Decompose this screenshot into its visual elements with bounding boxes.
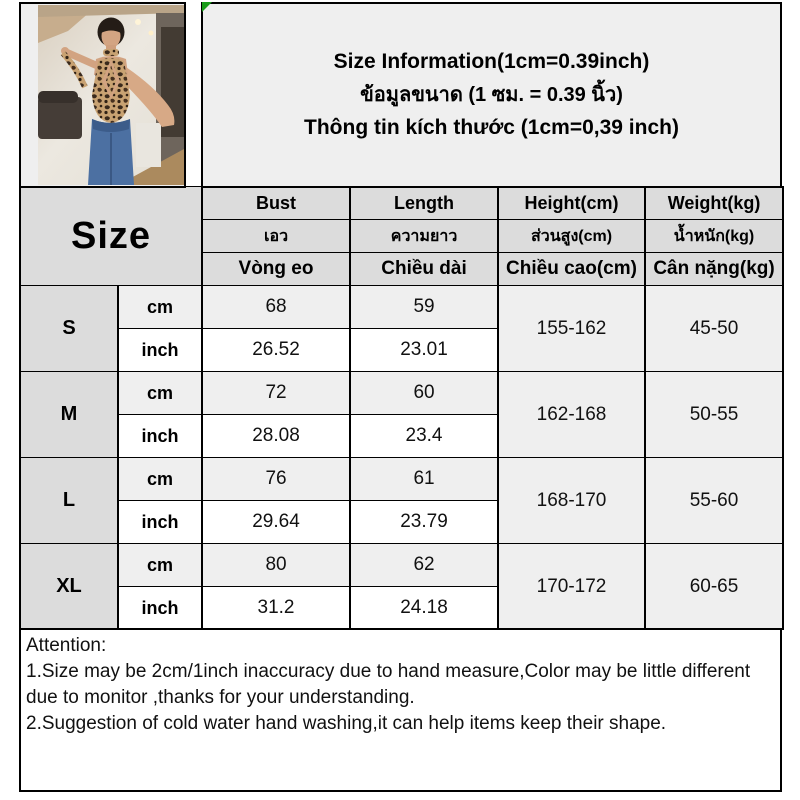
m-weight-range: 50-55 bbox=[645, 372, 783, 458]
title-english: Size Information(1cm=0.39inch) bbox=[333, 50, 650, 73]
title-vietnamese: Thông tin kích thước (1cm=0,39 inch) bbox=[304, 116, 679, 139]
product-photo-cell bbox=[19, 2, 186, 188]
attention-box bbox=[19, 628, 782, 792]
size-label-xl: XL bbox=[20, 544, 118, 630]
l-length-cm: 61 bbox=[350, 458, 498, 501]
size-label-s: S bbox=[20, 286, 118, 372]
header-bust-vi: Vòng eo bbox=[202, 253, 350, 286]
title-thai: ข้อมูลขนาด (1 ซม. = 0.39 นิ้ว) bbox=[360, 84, 623, 106]
header-weight-th: น้ำหนัก(kg) bbox=[645, 220, 783, 253]
attention-heading: Attention: bbox=[26, 635, 107, 656]
s-length-inch: 23.01 bbox=[350, 329, 498, 372]
header-weight-en: Weight(kg) bbox=[645, 187, 783, 220]
header-bust-th: เอว bbox=[202, 220, 350, 253]
size-table bbox=[19, 186, 784, 630]
l-height-range: 168-170 bbox=[498, 458, 645, 544]
green-corner-marker-icon bbox=[202, 2, 212, 12]
header-length-en: Length bbox=[350, 187, 498, 220]
s-weight-range: 45-50 bbox=[645, 286, 783, 372]
size-info-title-box bbox=[201, 2, 782, 188]
header-weight-vi: Cân nặng(kg) bbox=[645, 253, 783, 286]
size-label-m: M bbox=[20, 372, 118, 458]
unit-inch: inch bbox=[118, 415, 202, 458]
size-corner-cell: Size bbox=[20, 187, 202, 286]
m-length-cm: 60 bbox=[350, 372, 498, 415]
xl-weight-range: 60-65 bbox=[645, 544, 783, 630]
s-bust-cm: 68 bbox=[202, 286, 350, 329]
unit-cm: cm bbox=[118, 458, 202, 501]
m-length-inch: 23.4 bbox=[350, 415, 498, 458]
unit-cm: cm bbox=[118, 286, 202, 329]
header-height-th: ส่วนสูง(cm) bbox=[498, 220, 645, 253]
product-photo bbox=[38, 5, 184, 185]
header-height-en: Height(cm) bbox=[498, 187, 645, 220]
attention-line-1: 1.Size may be 2cm/1inch inaccuracy due to hand measure,Color may be little different due to monitor ,thanks for your understanding. bbox=[26, 661, 751, 708]
s-length-cm: 59 bbox=[350, 286, 498, 329]
xl-height-range: 170-172 bbox=[498, 544, 645, 630]
xl-length-cm: 62 bbox=[350, 544, 498, 587]
size-chart-content bbox=[19, 2, 782, 792]
xl-bust-inch: 31.2 bbox=[202, 587, 350, 630]
header-length-th: ความยาว bbox=[350, 220, 498, 253]
l-length-inch: 23.79 bbox=[350, 501, 498, 544]
header-height-vi: Chiều cao(cm) bbox=[498, 253, 645, 286]
l-weight-range: 55-60 bbox=[645, 458, 783, 544]
header-length-vi: Chiều dài bbox=[350, 253, 498, 286]
unit-inch: inch bbox=[118, 329, 202, 372]
xl-length-inch: 24.18 bbox=[350, 587, 498, 630]
size-label-l: L bbox=[20, 458, 118, 544]
m-height-range: 162-168 bbox=[498, 372, 645, 458]
unit-cm: cm bbox=[118, 372, 202, 415]
l-bust-inch: 29.64 bbox=[202, 501, 350, 544]
top-section bbox=[19, 2, 782, 188]
s-bust-inch: 26.52 bbox=[202, 329, 350, 372]
header-bust-en: Bust bbox=[202, 187, 350, 220]
unit-cm: cm bbox=[118, 544, 202, 587]
cell-gap bbox=[186, 2, 201, 188]
xl-bust-cm: 80 bbox=[202, 544, 350, 587]
l-bust-cm: 76 bbox=[202, 458, 350, 501]
unit-inch: inch bbox=[118, 501, 202, 544]
attention-line-2: 2.Suggestion of cold water hand washing,it can help items keep their shape. bbox=[26, 713, 667, 734]
s-height-range: 155-162 bbox=[498, 286, 645, 372]
unit-inch: inch bbox=[118, 587, 202, 630]
m-bust-cm: 72 bbox=[202, 372, 350, 415]
m-bust-inch: 28.08 bbox=[202, 415, 350, 458]
